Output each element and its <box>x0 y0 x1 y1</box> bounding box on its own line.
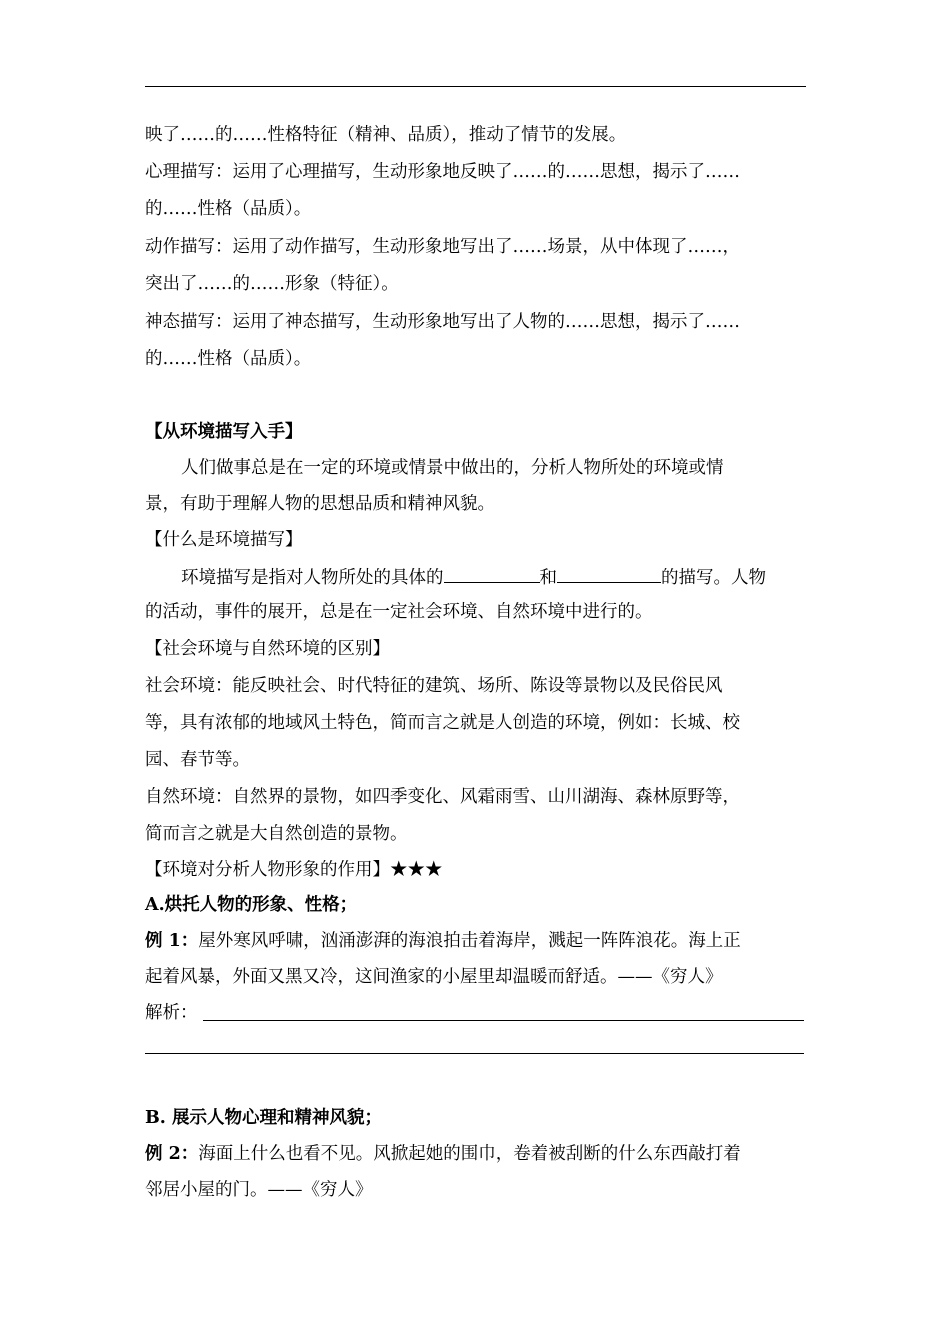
header-rule <box>145 86 806 87</box>
section-heading-what-is: 【什么是环境描写】 <box>145 530 303 550</box>
natural-env-line-2: 简而言之就是大自然创造的景物。 <box>145 824 408 844</box>
analysis-answer-line-1[interactable] <box>203 1020 804 1021</box>
text-line: 映了……的……性格特征（精神、品质），推动了情节的发展。 <box>145 125 627 145</box>
psych-description-line-1: 心理描写：运用了心理描写，生动形象地反映了……的……思想，揭示了…… <box>145 162 740 182</box>
point-b-title: B. 展示人物心理和精神风貌； <box>145 1108 382 1128</box>
example-2-line-1 <box>145 1142 741 1166</box>
fill-text-c: 的描写。人物 <box>661 568 766 588</box>
fill-text-a: 环境描写是指对人物所处的具体的 <box>181 568 444 588</box>
paragraph-line: 人们做事总是在一定的环境或情景中做出的，分析人物所处的环境或情 <box>181 458 724 478</box>
natural-env-line-1: 自然环境：自然界的景物，如四季变化、风霜雨雪、山川湖海、森林原野等， <box>145 787 740 807</box>
fill-text-b: 和 <box>539 568 557 588</box>
section-heading-difference: 【社会环境与自然环境的区别】 <box>145 639 390 659</box>
blank-answer-2[interactable] <box>557 564 661 583</box>
paragraph-line: 景，有助于理解人物的思想品质和精神风貌。 <box>145 494 495 514</box>
example-1-line-1 <box>145 929 741 953</box>
fill-in-paragraph-line <box>181 564 766 590</box>
social-env-line-1: 社会环境：能反映社会、时代特征的建筑、场所、陈设等景物以及民俗民风 <box>145 676 723 696</box>
psych-description-line-2: 的……性格（品质）。 <box>145 199 312 219</box>
action-description-line-1: 动作描写：运用了动作描写，生动形象地写出了……场景，从中体现了……， <box>145 237 740 257</box>
section-heading-function: 【环境对分析人物形象的作用】★★★ <box>145 860 443 880</box>
blank-answer-1[interactable] <box>444 564 540 583</box>
demeanor-description-line-1: 神态描写：运用了神态描写，生动形象地写出了人物的……思想，揭示了…… <box>145 312 740 332</box>
example-2-label: 例 2： <box>145 1144 199 1164</box>
demeanor-description-line-2: 的……性格（品质）。 <box>145 349 312 369</box>
example-2-line-2: 邻居小屋的门。——《穷人》 <box>145 1180 373 1200</box>
section-heading-environment: 【从环境描写入手】 <box>145 422 303 442</box>
social-env-line-2: 等，具有浓郁的地域风土特色，简而言之就是人创造的环境，例如：长城、校 <box>145 713 740 733</box>
example-2-text: 海面上什么也看不见。风掀起她的围巾，卷着被刮断的什么东西敲打着 <box>198 1144 741 1164</box>
analysis-answer-line-2[interactable] <box>145 1053 804 1054</box>
example-1-label: 例 1： <box>145 931 199 951</box>
example-1-line-2: 起着风暴，外面又黑又冷，这间渔家的小屋里却温暖而舒适。——《穷人》 <box>145 967 723 987</box>
point-a-title: A.烘托人物的形象、性格； <box>145 895 358 915</box>
social-env-line-3: 园、春节等。 <box>145 750 250 770</box>
action-description-line-2: 突出了……的……形象（特征）。 <box>145 274 399 294</box>
analysis-label: 解析： <box>145 1003 198 1023</box>
paragraph-line: 的活动，事件的展开，总是在一定社会环境、自然环境中进行的。 <box>145 602 653 622</box>
example-1-text: 屋外寒风呼啸，汹涌澎湃的海浪拍击着海岸，溅起一阵阵浪花。海上正 <box>198 931 741 951</box>
